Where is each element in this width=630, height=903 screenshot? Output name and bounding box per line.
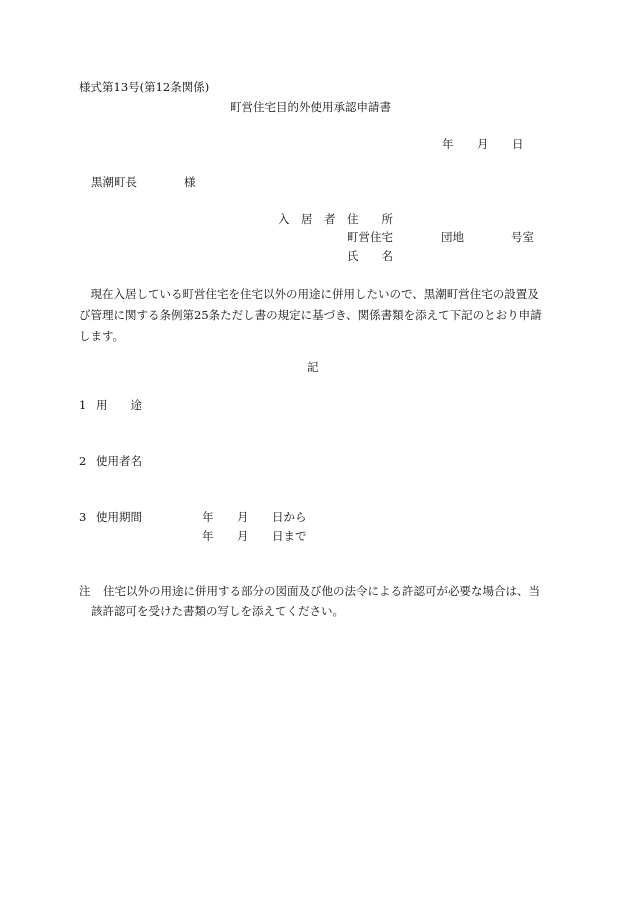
- date-day: 日: [512, 137, 524, 151]
- form-number: 様式第13号(第12条関係): [79, 80, 210, 94]
- item-label-period: 使用期間: [96, 510, 142, 524]
- body-line: び管理に関する条例第25条ただし書の規定に基づき、関係書類を添えて下記のとおり申請: [79, 308, 542, 322]
- note-line: 該許認可を受けた書類の写しを添えてください。: [91, 604, 344, 618]
- address-label: 住 所: [347, 212, 393, 226]
- room-label: 号室: [511, 230, 534, 244]
- ki-heading: 記: [307, 360, 319, 374]
- note-mark: 注: [79, 584, 91, 598]
- complex-label: 団地: [441, 230, 464, 244]
- item-number: 2: [79, 454, 87, 468]
- item-number: 1: [79, 398, 87, 412]
- item-number: 3: [79, 510, 87, 524]
- body-line: します。: [79, 329, 125, 343]
- date-month: 月: [477, 137, 489, 151]
- body-line: 現在入居している町営住宅を住宅以外の用途に併用したいので、黒潮町営住宅の設置及: [79, 287, 539, 301]
- period-to-day: 日まで: [272, 529, 307, 543]
- housing-label: 町営住宅: [347, 230, 393, 244]
- body-paragraph: [79, 284, 561, 347]
- period-to-year: 年: [202, 529, 214, 543]
- document-title: 町営住宅目的外使用承認申請書: [230, 100, 391, 114]
- recipient-name: 黒潮町長: [91, 175, 137, 189]
- applicant-label: 入 居 者: [278, 212, 336, 226]
- period-to-month: 月: [237, 529, 249, 543]
- note-line: 住宅以外の用途に併用する部分の図面及び他の法令による許認可が必要な場合は、当: [103, 584, 540, 598]
- item-label-user-name: 使用者名: [96, 454, 142, 468]
- period-from-year: 年: [202, 510, 214, 524]
- name-label: 氏 名: [347, 249, 393, 263]
- recipient-honorific: 様: [184, 175, 196, 189]
- item-label-purpose: 用 途: [96, 398, 142, 412]
- date-year: 年: [442, 137, 454, 151]
- period-from-day: 日から: [272, 510, 307, 524]
- period-from-month: 月: [237, 510, 249, 524]
